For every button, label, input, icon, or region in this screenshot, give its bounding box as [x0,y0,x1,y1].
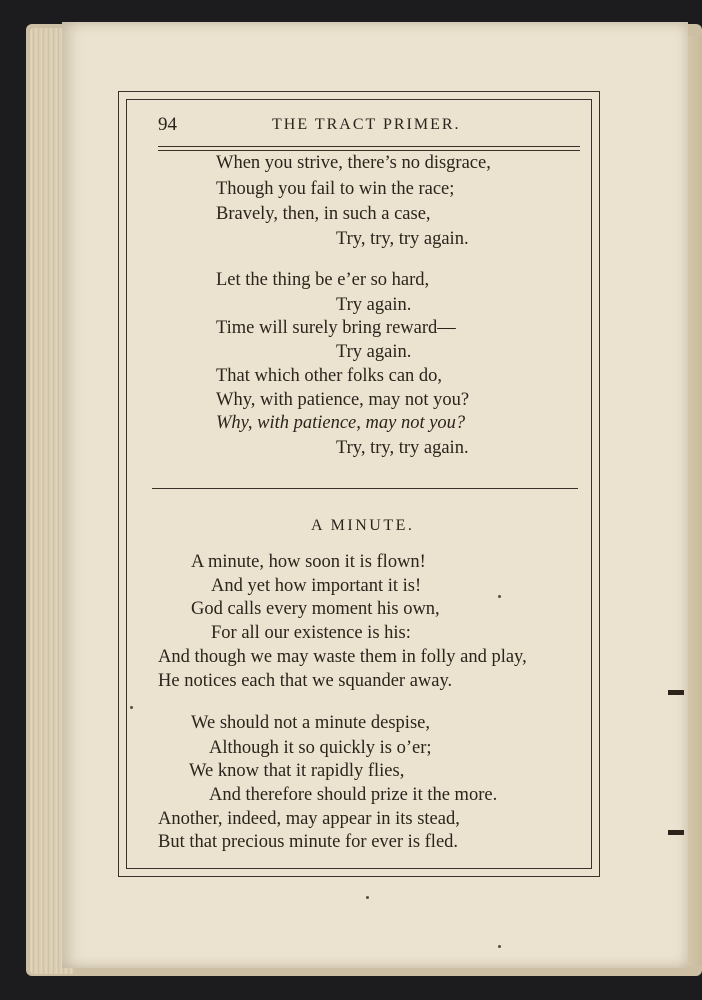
paper-speck [366,896,369,899]
poem2-line: God calls every moment his own, [191,599,440,619]
poem1-line: Though you fail to win the race; [216,179,455,199]
section-divider [152,488,578,489]
poem1-line: Let the thing be e’er so hard, [216,270,430,290]
poem2-line: We know that it rapidly flies, [189,761,405,781]
poem2-line: We should not a minute despise, [191,713,430,733]
header-rule [158,150,580,151]
page-number: 94 [158,114,177,135]
poem1-line: Time will surely bring reward— [216,318,456,338]
poem1-line: Try again. [336,342,412,362]
poem2-line: Another, indeed, may appear in its stead, [158,809,460,829]
running-title: THE TRACT PRIMER. [272,116,461,133]
poem2-line: And though we may waste them in folly and play, [158,647,527,667]
poem1-line-italic: Why, with patience, may not you? [216,413,466,433]
paper-speck [498,945,501,948]
poem2-line: He notices each that we squander away. [158,671,453,691]
poem2-line: And therefore should prize it the more. [209,785,498,805]
header-rule [158,146,580,147]
poem1-line: Try, try, try again. [336,229,469,249]
poem2-line: A minute, how soon it is flown! [191,552,426,572]
poem-title: A MINUTE. [311,517,415,534]
poem2-line: But that precious minute for ever is fled. [158,832,459,852]
paper-speck [498,595,501,598]
page-tab-mark [668,830,684,835]
poem2-line: Although it so quickly is o’er; [209,738,432,758]
poem1-line: Try again. [336,295,412,315]
page-tab-mark [668,690,684,695]
poem1-line: Bravely, then, in such a case, [216,204,431,224]
poem1-line: Why, with patience, may not you? [216,390,470,410]
paper-speck [130,706,133,709]
poem1-line: Try, try, try again. [336,438,469,458]
poem1-line: When you strive, there’s no disgrace, [216,153,491,173]
poem2-line: For all our existence is his: [211,623,411,643]
poem1-line: That which other folks can do, [216,366,443,386]
poem2-line: And yet how important it is! [211,576,422,596]
